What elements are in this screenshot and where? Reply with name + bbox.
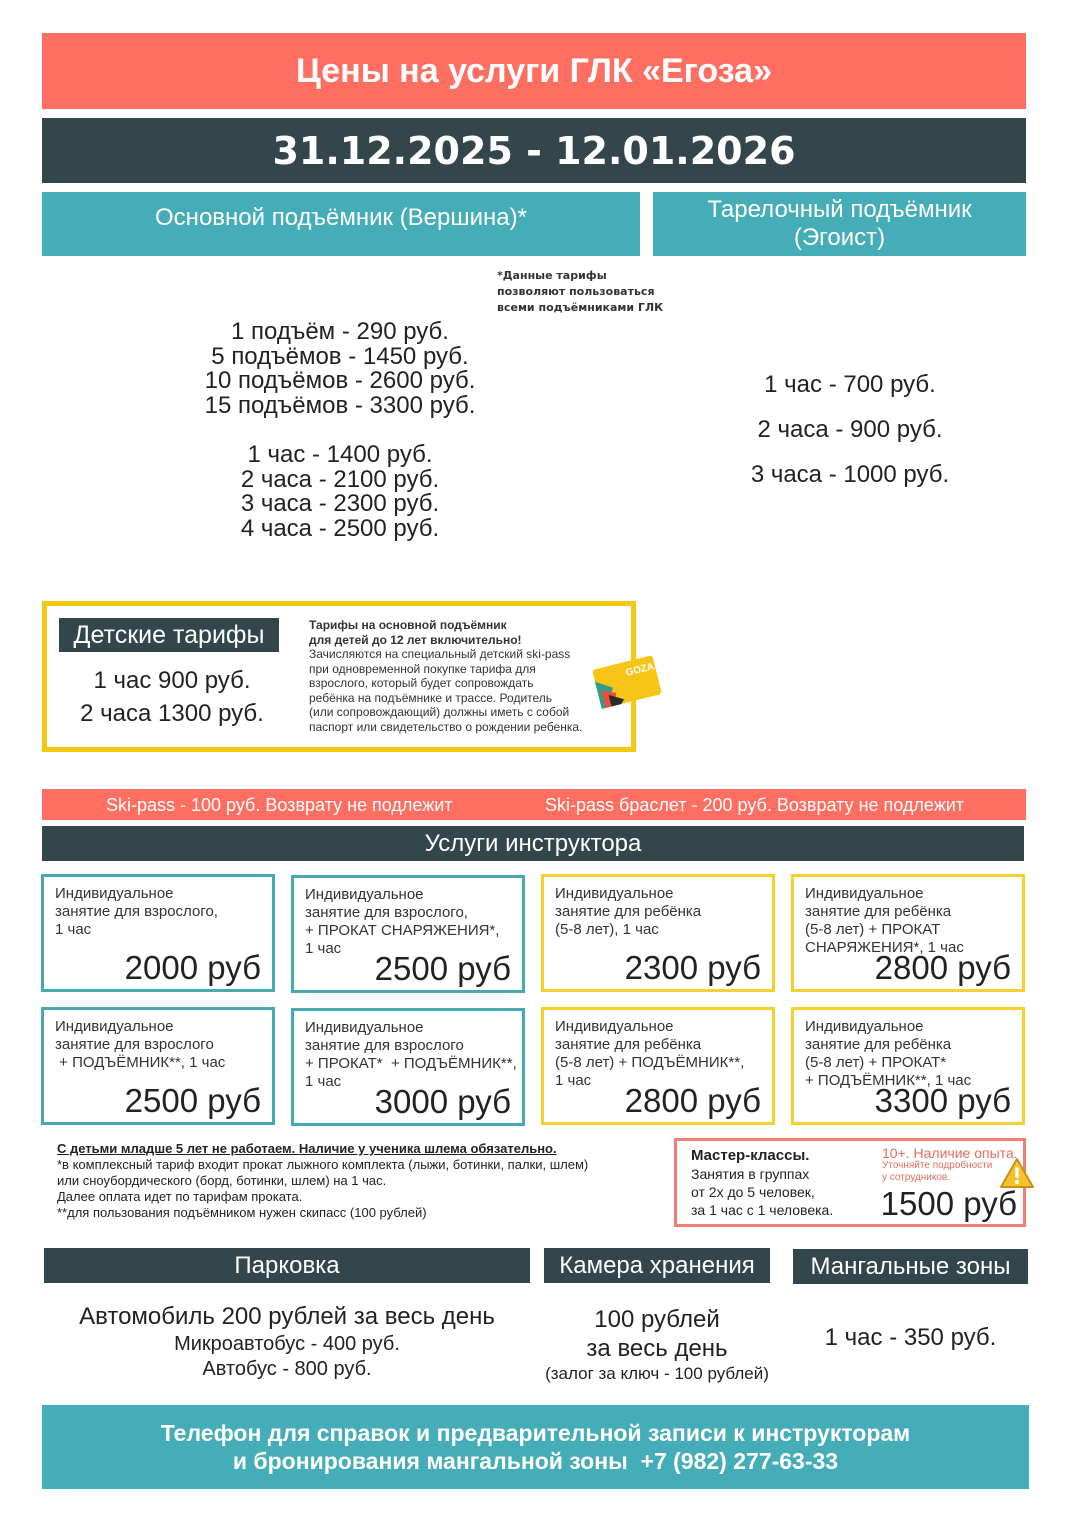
kids-prices — [57, 664, 287, 730]
price-line: 1 час - 1400 руб. — [247, 441, 433, 468]
card-line: занятие для взрослого — [55, 1036, 214, 1053]
master-class-info — [691, 1147, 881, 1219]
price-line: 15 подъёмов - 3300 руб. — [204, 391, 476, 419]
master-class-price: 1500 руб — [880, 1185, 1017, 1222]
instructor-card — [541, 1007, 775, 1125]
card-line: занятие для взрослого, — [55, 903, 218, 920]
kids-description — [309, 618, 609, 734]
master-sub-note — [882, 1160, 1012, 1184]
card-line: Индивидуальное — [555, 885, 674, 902]
card-line: занятие для взрослого, — [305, 904, 468, 921]
card-line: Индивидуальное — [305, 886, 424, 903]
desc-line: взрослого, который будет сопровождать — [309, 676, 534, 690]
contact-footer — [42, 1405, 1029, 1489]
skipass-banner — [42, 789, 1026, 820]
card-line: Индивидуальное — [55, 885, 174, 902]
price-line: 1 час - 700 руб. — [764, 371, 936, 398]
master-line: от 2х до 5 человек, — [691, 1184, 815, 1200]
svg-text:GOZA: GOZA — [624, 661, 656, 679]
price-line: 2 часа - 2100 руб. — [240, 465, 440, 493]
card-line: (5-8 лет), 1 час — [555, 921, 659, 938]
desc-line: при одновременной покупке тарифа для — [309, 661, 536, 676]
plate-lift-subtitle: (Эгоист) — [793, 224, 886, 251]
main-lift-prices — [140, 320, 540, 541]
date-range: 31.12.2025 - 12.01.2026 — [272, 128, 796, 173]
main-lift-title: Основной подъёмник (Вершина)* — [155, 204, 527, 231]
card-line: занятие для взрослого — [305, 1037, 464, 1054]
price-line: 3 часа - 2300 руб. — [240, 490, 440, 517]
card-line: (5-8 лет) + ПОДЪЁМНИК**, — [555, 1054, 745, 1071]
price-line: 5 подъёмов - 1450 руб. — [211, 342, 469, 370]
storage-deposit: (залог за ключ - 100 рублей) — [545, 1364, 769, 1383]
card-line: (5-8 лет) + ПРОКАТ* — [805, 1054, 947, 1071]
card-line: 1 час — [305, 940, 342, 957]
storage-period: за весь день — [586, 1335, 728, 1362]
master-class-title: Мастер-классы. — [691, 1147, 810, 1164]
bbq-title: Мангальные зоны — [810, 1252, 1011, 1280]
price-line: 4 часа - 2500 руб. — [240, 514, 440, 542]
footer-phone-line: и бронирования мангальной зоны +7 (982) 277-63-33 — [232, 1448, 839, 1474]
card-price: 3000 руб — [374, 1083, 511, 1120]
master-class-box — [674, 1138, 1026, 1227]
note-line: всеми подъёмниками ГЛК — [497, 301, 664, 314]
bbq-header — [793, 1249, 1028, 1284]
storage-title: Камера хранения — [559, 1251, 755, 1279]
footer-line: Телефон для справок и предварительной записи к инструкторам — [160, 1420, 911, 1446]
card-line: 1 час — [555, 1072, 592, 1089]
instructor-footnotes — [57, 1141, 667, 1221]
parking-header — [44, 1248, 530, 1283]
card-line: занятие для ребёнка — [555, 1036, 702, 1053]
storage-header — [544, 1248, 770, 1283]
instructor-card — [791, 1007, 1025, 1125]
price-line: 1 подъём - 290 руб. — [231, 318, 449, 345]
bus-price: Автобус - 800 руб. — [202, 1358, 372, 1380]
card-line: Индивидуальное — [305, 1019, 424, 1036]
price-line: 2 часа 1300 руб. — [80, 700, 264, 727]
card-price: 2500 руб — [124, 1082, 261, 1119]
price-line: 10 подъёмов - 2600 руб. — [204, 367, 476, 394]
card-line: + ПОДЪЁМНИК**, 1 час — [55, 1054, 226, 1071]
desc-line: ребёнка на подъёмнике и трассе. Родитель — [309, 690, 553, 705]
bbq-price: 1 час - 350 руб. — [824, 1324, 997, 1351]
card-line: Индивидуальное — [805, 1018, 924, 1035]
instructor-card — [541, 874, 775, 992]
card-line: занятие для ребёнка — [805, 1036, 952, 1053]
desc-line: Зачисляются на специальный детский ski-pass — [309, 647, 571, 661]
footnote-line: **для пользования подъёмником нужен скипасс (100 рублей) — [57, 1205, 427, 1220]
card-price: 2300 руб — [624, 949, 761, 986]
kids-tariffs-box — [42, 601, 656, 752]
master-line: Занятия в группах — [691, 1166, 810, 1182]
card-line: + ПРОКАТ СНАРЯЖЕНИЯ*, — [305, 922, 500, 939]
card-line: 1 час — [305, 1073, 342, 1090]
master-line: за 1 час с 1 человека. — [691, 1202, 834, 1218]
instructor-card — [791, 874, 1025, 992]
footnote-line: Далее оплата идет по тарифам проката. — [57, 1189, 303, 1204]
card-line: + ПРОКАТ* + ПОДЪЁМНИК**, — [305, 1055, 517, 1072]
age-warning: С детьми младше 5 лет не работаем. Наличие у ученика шлема обязательно. — [57, 1141, 557, 1156]
instructor-card — [291, 875, 525, 993]
master-experience: 10+. Наличие опыта. — [882, 1145, 1018, 1161]
card-price: 3300 руб — [874, 1082, 1011, 1119]
parking-prices — [44, 1302, 530, 1382]
desc-line: (или сопровождающий) должны иметь с собой — [309, 705, 570, 719]
footnote-line: или сноубордического (борд, ботинки, шлем) на 1 час. — [57, 1173, 387, 1188]
card-line: СНАРЯЖЕНИЯ*, 1 час — [805, 939, 964, 956]
card-line: занятие для ребёнка — [555, 903, 702, 920]
price-line: 3 часа - 1000 руб. — [750, 461, 950, 488]
skipass-card-image — [592, 654, 662, 709]
main-lift-header — [42, 192, 640, 256]
instructor-card — [291, 1008, 525, 1126]
plate-lift-prices — [660, 362, 1040, 497]
card-price: 2500 руб — [374, 950, 511, 987]
instructor-card — [41, 874, 275, 992]
page-title: Цены на услуги ГЛК «Егоза» — [296, 51, 772, 90]
note-line: *Данные тарифы — [497, 269, 607, 282]
instructor-title: Услуги инструктора — [424, 829, 642, 857]
card-line: + ПОДЪЁМНИК**, 1 час — [805, 1072, 972, 1089]
price-line: 1 час 900 руб. — [93, 667, 251, 694]
minibus-price: Микроавтобус - 400 руб. — [174, 1333, 400, 1355]
storage-prices — [530, 1305, 784, 1385]
skipass-bracelet-price: Ski-pass браслет - 200 руб. Возврату не подлежит — [545, 795, 965, 815]
card-price: 2000 руб — [124, 949, 261, 986]
date-range-banner — [42, 118, 1026, 183]
plate-lift-title: Тарелочный подъёмник — [707, 196, 972, 223]
kids-tariffs-title: Детские тарифы — [59, 618, 279, 652]
storage-price: 100 рублей — [594, 1306, 720, 1333]
instructor-card — [41, 1007, 275, 1125]
note-line: позволяют пользоваться — [497, 285, 655, 298]
sub-line: Уточняйте подробности — [882, 1160, 993, 1171]
desc-line: Тарифы на основной подъёмник — [309, 618, 507, 632]
card-line: занятие для ребёнка — [805, 903, 952, 920]
card-line: Индивидуальное — [805, 885, 924, 902]
card-line: (5-8 лет) + ПРОКАТ — [805, 921, 941, 938]
main-lift-note — [497, 268, 677, 316]
page-title-banner — [42, 33, 1026, 109]
card-line: Индивидуальное — [555, 1018, 674, 1035]
card-line: Индивидуальное — [55, 1018, 174, 1035]
footnote-line: *в комплексный тариф входит прокат лыжного комплекта (лыжи, ботинки, палки, шлем) — [57, 1157, 589, 1172]
card-price: 2800 руб — [624, 1082, 761, 1119]
desc-line: для детей до 12 лет включительно! — [309, 632, 522, 647]
car-price: Автомобиль 200 рублей за весь день — [79, 1303, 495, 1330]
card-price: 2800 руб — [874, 949, 1011, 986]
desc-line: паспорт или свидетельство о рождении ребенка. — [309, 719, 583, 734]
skipass-price: Ski-pass - 100 руб. Возврату не подлежит — [106, 795, 453, 815]
plate-lift-header — [653, 192, 1026, 256]
price-line: 2 часа - 900 руб. — [757, 416, 943, 443]
card-line: 1 час — [55, 921, 92, 938]
parking-title: Парковка — [234, 1251, 340, 1279]
instructor-header — [42, 826, 1024, 861]
sub-line: у сотрудников. — [882, 1172, 951, 1183]
